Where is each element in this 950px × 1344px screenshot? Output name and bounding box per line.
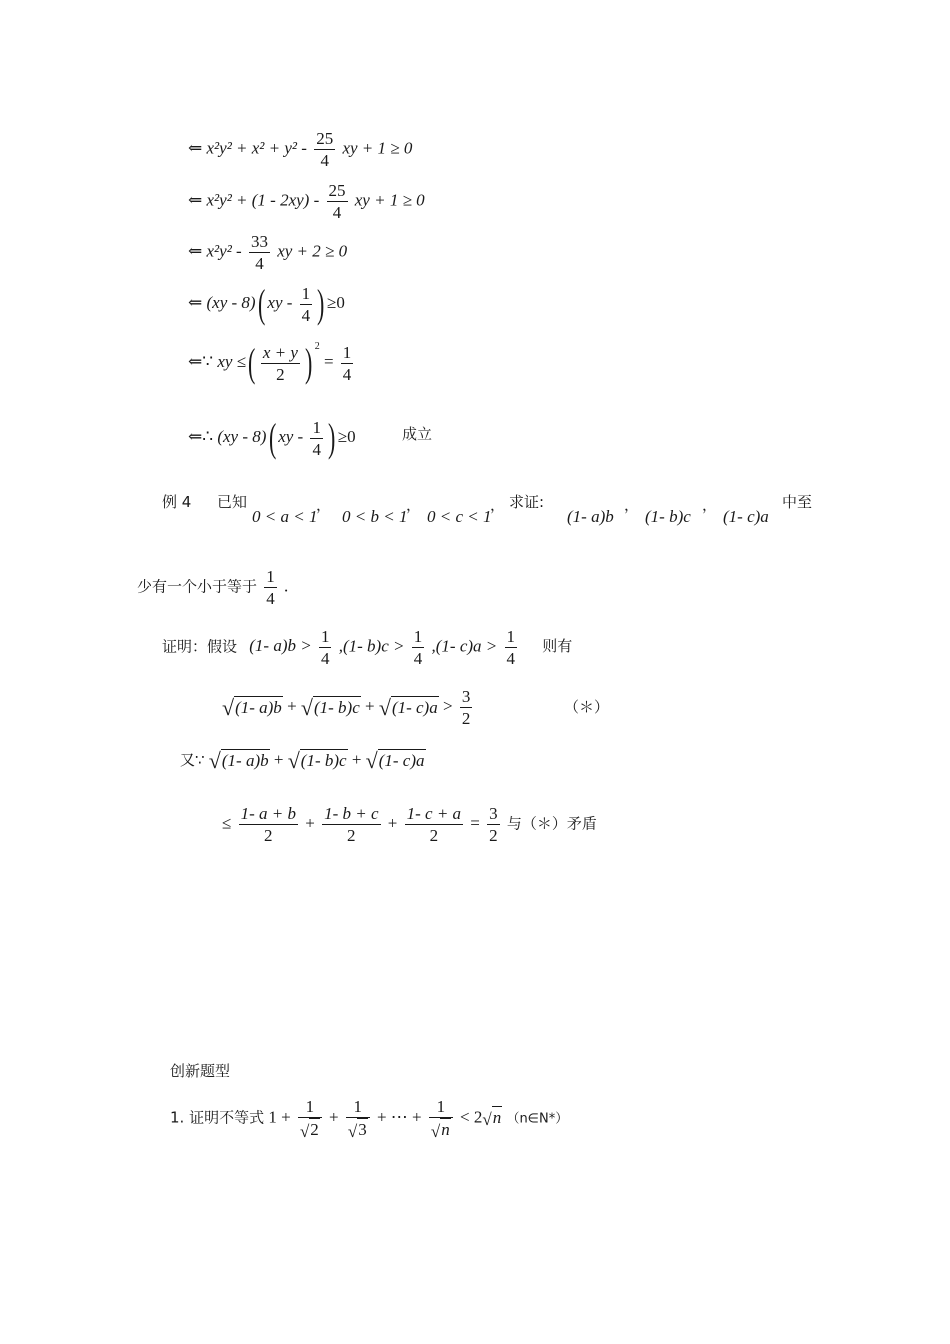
expression: xy ≤ [217,352,246,371]
proof-label: 证明：假设 [162,637,238,656]
numerator: x + y [262,342,298,362]
square-root: √(1- a)b [208,748,269,773]
fraction [487,805,500,844]
relation: ≥0 [327,292,345,312]
continuation-text: 中至 [782,493,813,511]
factor: (xy - 8) [206,292,256,312]
denominator: 4 [342,364,352,384]
implied-by-arrow: ⇐ [188,138,203,158]
contradiction-text: 与（＊）矛盾 [506,814,597,833]
separator: ， [490,496,506,514]
denominator: 4 [506,649,516,668]
expression-2: (1- b)c [645,507,691,526]
fraction [261,344,300,383]
denominator: √2 [299,1119,319,1141]
square-root: √(1- a)b [222,694,282,720]
left-paren: ( [248,340,256,386]
fraction [460,688,473,727]
equals: = [470,813,480,833]
less-than-two: < 2 [460,1107,483,1127]
numerator: 1 [320,627,330,646]
assumption-1: (1- a)b > [249,636,312,656]
denominator: 4 [320,151,329,170]
right-paren: ) [328,415,336,460]
domain-condition: （n∈N*） [506,1111,569,1127]
numerator: 1 [413,627,423,646]
separator: ， [406,496,422,514]
fraction [249,233,270,272]
proof-assumption [162,628,572,667]
denominator: 4 [320,649,330,668]
radicand: 2 [310,1119,319,1139]
denominator: 4 [332,203,342,222]
fraction [429,1098,453,1140]
denominator: 4 [301,305,311,325]
numerator: 1 [506,627,516,646]
numerator: 1 [429,1098,453,1118]
assumption-2: ,(1- b)c > [338,636,405,656]
ellipsis-plus: + ⋯ + [376,1107,422,1127]
denominator: 2 [264,826,273,845]
radicand: (1- c)a [378,751,425,770]
less-equal: ≤ [222,813,232,833]
radicand: 3 [358,1119,367,1139]
radicand: (1- c)a [391,697,438,717]
fraction [405,805,463,844]
factor: (xy - 8) [217,426,267,446]
then-label: 则有 [542,637,573,656]
leading-term: 1 + [268,1107,291,1127]
fraction [322,805,380,844]
condition-b: 0 < b < 1 [342,507,408,526]
numerator: 1 [266,567,275,586]
radicand: (1- b)c [313,697,360,717]
condition-c: 0 < c < 1 [427,507,492,526]
exponent: 2 [314,341,320,352]
period: . [284,576,289,596]
greater-than: > [442,696,453,716]
numerator: 1 [342,342,352,362]
expression-tail: xy + 2 ≥ 0 [277,241,348,261]
again-line: 又∵ √(1- a)b + √(1- b)c + √(1- c)a [180,748,425,773]
expression-tail: xy + 1 ≥ 0 [342,138,413,158]
because-arrow: ⇐∵ [188,352,214,371]
radicand: (1- b)c [300,751,347,770]
expression-1: (1- a)b [567,507,614,526]
sqrt-sum-line: √(1- a)b + √(1- b)c + √(1- c)a > $\frac{3}{2}$ [222,687,471,728]
left-paren: ( [257,281,266,326]
fraction [412,628,425,667]
separator: ， [624,496,640,514]
numerator: 3 [489,804,498,823]
expression: x²y² + x² + y² - [206,138,312,158]
square-root: √n [482,1108,502,1130]
question-label: 1. 证明不等式 [170,1108,265,1127]
derivation-line-5 [188,340,356,386]
inner-expression: xy - [267,292,297,312]
denominator: 2 [429,826,439,845]
fraction [300,285,313,324]
expression-3: (1- c)a [723,507,769,526]
statement-text: 少有一个小于等于 [137,577,258,596]
denominator: 2 [489,826,498,845]
denominator: 4 [255,254,264,273]
derivation-line-4 [188,281,345,326]
therefore-arrow: ⇐∴ [188,426,214,446]
numerator: 1 [298,1098,322,1118]
numerator: 25 [316,129,334,148]
relation: ≥0 [337,426,356,446]
fraction [505,628,518,667]
denominator: √3 [347,1119,367,1141]
denominator: √n [430,1119,450,1141]
derivation-line-2 [188,182,425,221]
fraction [314,130,335,169]
numerator: 33 [250,232,268,251]
fraction [346,1098,370,1140]
implied-by-arrow: ⇐ [188,190,203,210]
again-label: 又∵ [180,750,205,769]
numerator: 1 [312,417,321,437]
numerator: 3 [461,687,471,706]
holds-note: 成立 [402,425,433,443]
implied-by-arrow: ⇐ [188,292,203,312]
given-label: 已知 [217,493,248,511]
left-paren: ( [268,415,276,460]
condition-a: 0 < a < 1 [252,507,318,526]
separator: ， [702,496,718,514]
denominator: 4 [312,439,321,459]
implied-by-arrow: ⇐ [188,241,203,261]
fraction [310,419,323,458]
square-root: √(1- c)a [365,748,425,773]
am-gm-line: ≤ $\frac{1- a + b}{2}$ + $\frac{1- b + c}{2}$ + $\frac{1- c + a}{2}$ = $\frac{3}{2}$ 与（＊）矛盾 [222,804,597,845]
numerator: 1 [301,283,311,303]
question-1: 1. 证明不等式 1 + $\frac{1}{√2}$ + $\frac{1}{√3}$ + ⋯ + $\frac{1}{√n}$ < 2√n （n∈N*） [170,1097,569,1141]
radicand: (1- a)b [235,697,282,717]
fraction [319,628,332,667]
fraction [264,568,277,607]
fraction [239,805,298,844]
numerator: 1- c + a [406,804,462,823]
derivation-line-6 [188,415,356,460]
fraction [341,344,354,383]
expression: x²y² + (1 - 2xy) - [206,190,324,210]
right-paren: ) [317,281,325,326]
radicand: n [492,1108,502,1128]
denominator: 4 [266,589,275,608]
example-line-2 [137,568,288,607]
equals: = [323,352,334,371]
denominator: 2 [276,364,285,384]
prove-label: 求证: [509,493,545,511]
fraction [327,182,348,221]
denominator: 2 [347,826,356,845]
numerator: 1- b + c [324,804,379,823]
derivation-line-3 [188,233,347,272]
fraction [298,1098,322,1140]
derivation-line-1 [188,130,412,169]
square-root: √(1- c)a [378,694,438,720]
numerator: 1 [346,1098,370,1118]
example-label: 例 4 [162,493,192,511]
expression: x²y² - [206,241,246,261]
section-heading: 创新题型 [170,1062,231,1080]
star-marker: （＊） [564,698,610,716]
assumption-3: ,(1- c)a > [431,636,498,656]
numerator: 1- a + b [240,804,296,823]
denominator: 4 [413,649,423,668]
right-paren: ) [305,340,313,386]
inner-expression: xy - [278,426,308,446]
radicand: (1- a)b [221,751,269,770]
numerator: 25 [328,181,346,200]
square-root: √(1- b)c [300,694,360,720]
expression-tail: xy + 1 ≥ 0 [354,190,425,210]
denominator: 2 [461,709,471,728]
square-root: √(1- b)c [287,748,347,773]
separator: ， [316,496,332,514]
radicand: n [441,1119,450,1139]
